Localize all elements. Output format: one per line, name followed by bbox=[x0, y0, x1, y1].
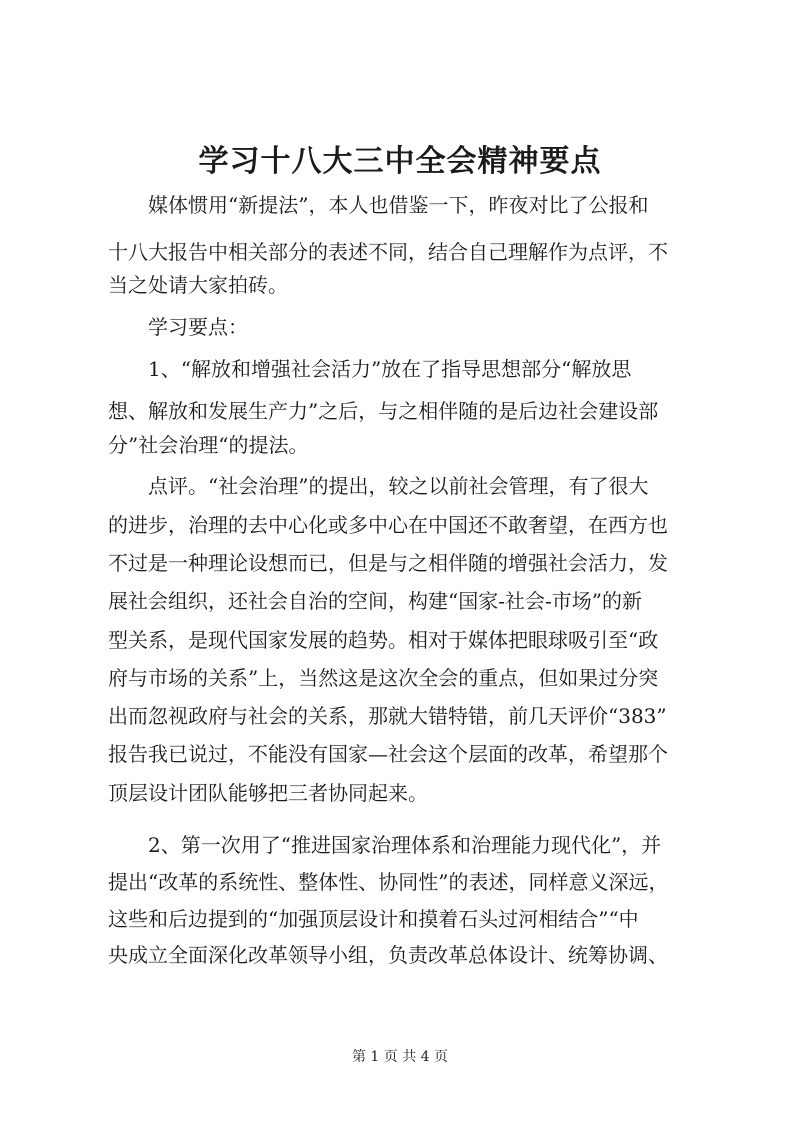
text-line: 型关系，是现代国家发展的趋势。相对于媒体把眼球吸引至“政 bbox=[108, 628, 659, 652]
text-line: 出而忽视政府与社会的关系，那就大错特错，前几天评价“383” bbox=[108, 704, 667, 728]
text-line: 2、第一次用了“推进国家治理体系和治理能力现代化”，并 bbox=[108, 833, 662, 857]
text-line: 想、解放和发展生产力”之后，与之相伴随的是后边社会建设部 bbox=[108, 399, 659, 423]
page-footer: 第 1 页 共 4 页 bbox=[351, 1049, 449, 1065]
text-line: 媒体惯用“新提法”，本人也借鉴一下，昨夜对比了公报和 bbox=[108, 193, 649, 217]
text-line: 点评。“社会治理”的提出，较之以前社会管理，有了很大 bbox=[108, 474, 649, 498]
text-line: 府与市场的关系”上，当然这是这次全会的重点，但如果过分突 bbox=[108, 666, 659, 690]
text-line: 的进步，治理的去中心化或多中心在中国还不敢奢望，在西方也 bbox=[108, 513, 668, 537]
text-line: 不过是一种理论设想而已，但是与之相伴随的增强社会活力，发 bbox=[108, 551, 668, 575]
text-line: 当之处请大家拍砖。 bbox=[108, 273, 288, 297]
text-line: 这些和后边提到的“加强顶层设计和摸着石头过河相结合”“中 bbox=[108, 907, 639, 931]
text-line: 央成立全面深化改革领导小组，负责改革总体设计、统筹协调、 bbox=[108, 943, 668, 967]
text-line: 十八大报告中相关部分的表述不同，结合自己理解作为点评，不 bbox=[108, 240, 668, 264]
text-line: 展社会组织，还社会自治的空间，构建“国家-社会-市场”的新 bbox=[108, 589, 642, 613]
text-line: 顶层设计团队能够把三者协同起来。 bbox=[108, 781, 428, 805]
document-title: 学习十八大三中全会精神要点 bbox=[198, 144, 602, 179]
text-line: 学习要点： bbox=[108, 315, 248, 339]
text-line: 提出“改革的系统性、整体性、协同性”的表述，同样意义深远， bbox=[108, 870, 669, 894]
text-line: 1、“解放和增强社会活力”放在了指导思想部分“解放思 bbox=[108, 357, 632, 381]
text-line: 报告我已说过，不能没有国家—社会这个层面的改革，希望那个 bbox=[108, 742, 668, 766]
text-line: 分”社会治理“的提法。 bbox=[108, 433, 309, 457]
